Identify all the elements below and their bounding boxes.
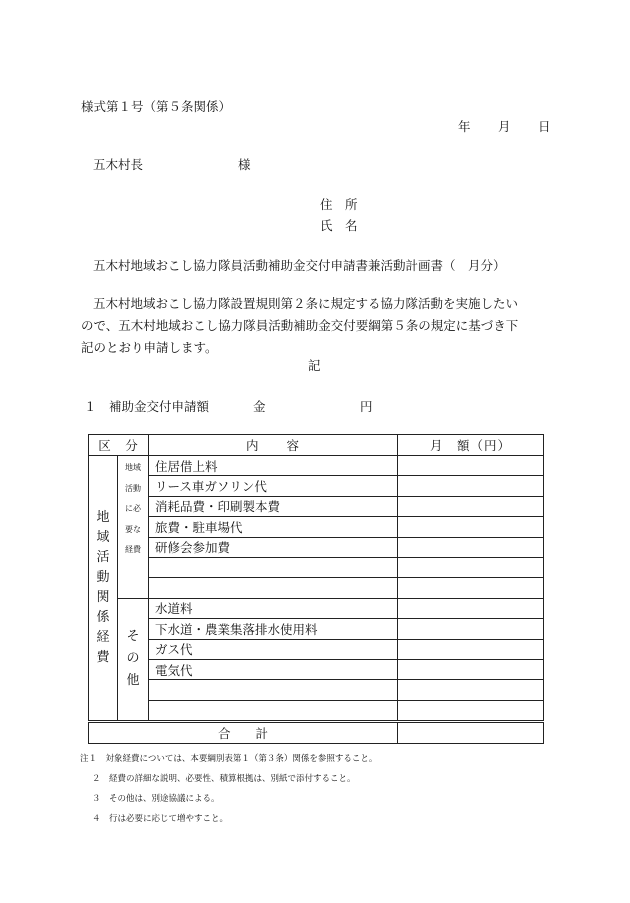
header-category: 区 分: [89, 435, 149, 456]
date-month: 月: [498, 119, 511, 134]
group-sub1-text: に必: [125, 504, 141, 513]
amount-yen: 円: [360, 399, 373, 414]
form-number: 様式第１号（第５条関係）: [81, 99, 232, 114]
item-cell: 水道料: [149, 598, 398, 618]
amount-cell[interactable]: [398, 578, 544, 598]
total-amount-cell[interactable]: [398, 722, 544, 744]
group-sub2-label: [118, 598, 149, 721]
amount-cell[interactable]: [398, 557, 544, 577]
amount-item-label: １ 補助金交付申請額: [84, 399, 210, 414]
group-sub1-label: [118, 456, 149, 599]
item-cell: 下水道・農業集落排水使用料: [149, 619, 398, 639]
amount-cell[interactable]: [398, 476, 544, 496]
amount-cell[interactable]: [398, 619, 544, 639]
total-label: 合 計: [89, 722, 398, 744]
group-sub1-text: 経費: [125, 545, 141, 554]
addressee-honorific: 様: [238, 157, 251, 172]
group-main-label: [89, 456, 118, 722]
note-4: ４ 行は必要に応じて増やすこと。: [92, 814, 229, 824]
address-label: 住 所: [320, 197, 358, 212]
body-line-2: ので、五木村地域おこし協力隊員活動補助金交付要綱第５条の規定に基づき下: [81, 318, 519, 333]
group-sub1-text: 活動: [125, 483, 141, 493]
group-sub2-char: の: [126, 651, 140, 667]
amount-cell[interactable]: [398, 680, 544, 700]
group-sub2-char: そ: [126, 629, 140, 645]
amount-cell[interactable]: [398, 456, 544, 476]
amount-cell[interactable]: [398, 537, 544, 557]
group-sub1-text: 地域: [125, 463, 141, 472]
body-line-1: 五木村地域おこし協力隊設置規則第２条に規定する協力隊活動を実施したい: [93, 296, 519, 311]
body-line-3: 記のとおり申請します。: [81, 340, 218, 355]
header-content: 内 容: [149, 435, 398, 456]
group-main-char: 域: [96, 530, 110, 546]
item-cell: 住居借上料: [149, 456, 398, 476]
group-main-char: 地: [96, 510, 110, 526]
item-cell[interactable]: [149, 578, 398, 598]
ki-heading: 記: [308, 358, 321, 373]
amount-cell[interactable]: [398, 700, 544, 721]
group-main-char: 経: [96, 630, 110, 646]
item-cell[interactable]: [149, 700, 398, 721]
group-main-char: 活: [96, 550, 110, 566]
document-title: 五木村地域おこし協力隊員活動補助金交付申請書兼活動計画書（ 月分）: [93, 258, 506, 273]
group-main-char: 係: [96, 610, 110, 626]
amount-cell[interactable]: [398, 517, 544, 537]
item-cell: リース車ガソリン代: [149, 476, 398, 496]
group-main-char: 動: [96, 570, 110, 586]
group-sub2-char: 他: [126, 673, 140, 689]
amount-cell[interactable]: [398, 598, 544, 618]
date-day: 日: [538, 119, 551, 134]
item-cell: 旅費・駐車場代: [149, 517, 398, 537]
amount-cell[interactable]: [398, 496, 544, 516]
date-year: 年: [458, 119, 471, 134]
group-main-char: 費: [96, 650, 110, 666]
group-main-char: 関: [96, 590, 110, 606]
item-cell: 消耗品費・印刷製本費: [149, 496, 398, 516]
amount-cell[interactable]: [398, 659, 544, 679]
item-cell[interactable]: [149, 557, 398, 577]
item-cell: 研修会参加費: [149, 537, 398, 557]
amount-cell[interactable]: [398, 639, 544, 659]
item-cell: ガス代: [149, 639, 398, 659]
amount-kin: 金: [253, 399, 266, 414]
note-3: ３ その他は、別途協議による。: [92, 794, 220, 804]
item-cell[interactable]: [149, 680, 398, 700]
header-amount: 月 額（円）: [398, 435, 544, 456]
addressee-name: 五木村長: [93, 157, 144, 172]
name-label: 氏 名: [320, 218, 358, 233]
item-cell: 電気代: [149, 659, 398, 679]
note-1: 注１ 対象経費については、本要綱別表第１（第３条）関係を参照すること。: [80, 754, 378, 764]
group-sub1-text: 要な: [125, 524, 141, 534]
expense-table: [88, 434, 544, 744]
note-2: ２ 経費の詳細な説明、必要性、積算根拠は、別紙で添付すること。: [92, 774, 356, 784]
